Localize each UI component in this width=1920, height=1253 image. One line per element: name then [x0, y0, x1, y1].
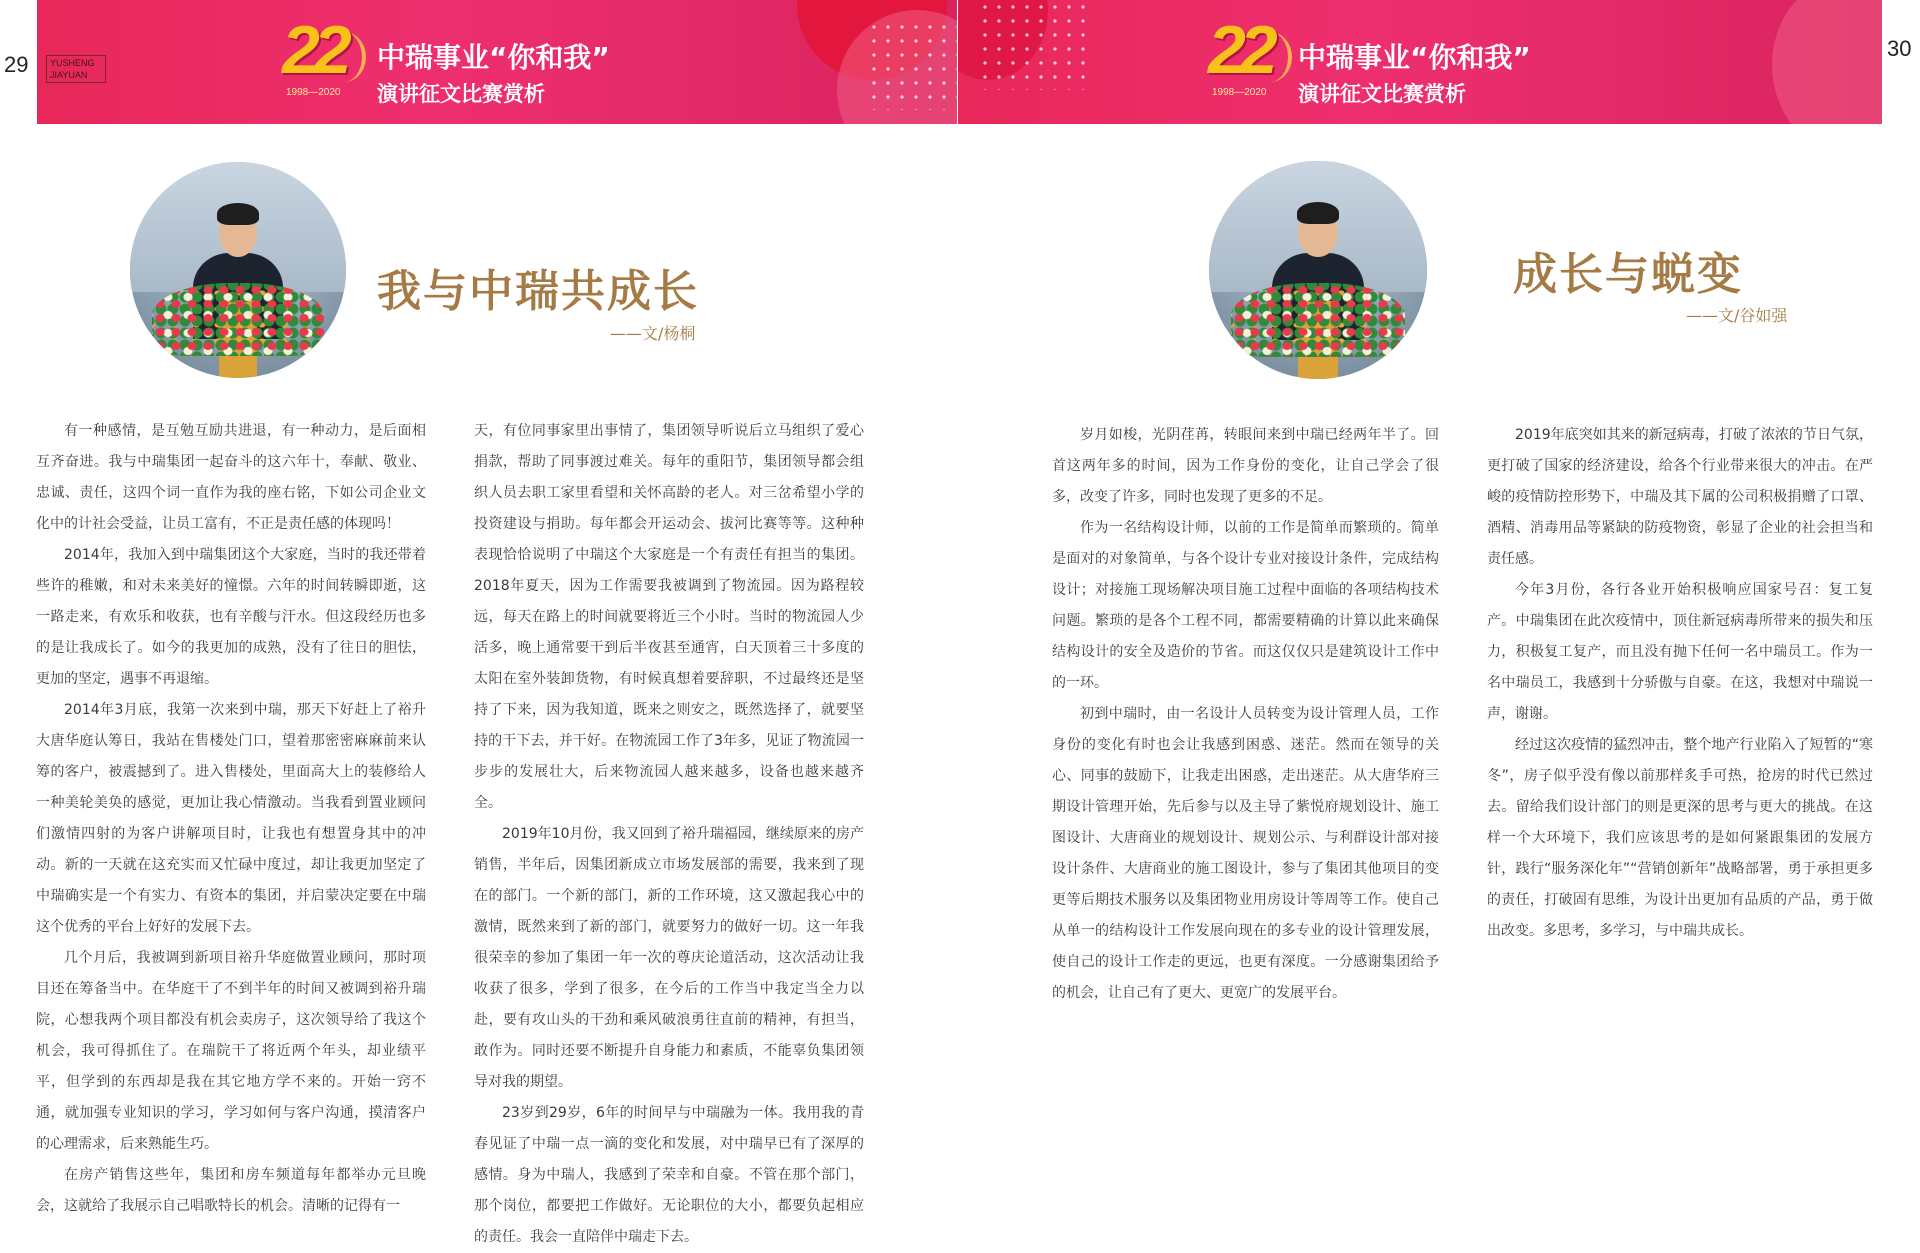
speaker-hair — [217, 203, 258, 225]
speaker-hair — [1297, 202, 1338, 224]
banner-dot-pattern — [978, 0, 1088, 90]
paragraph: 2014年，我加入到中瑞集团这个大家庭，当时的我还带着些许的稚嫩，和对未来美好的憧憬。六年的时间转瞬即逝，这一路走来，有欢乐和收获，也有辛酸与汗水。但这段经历也多的是让我成长了。如今的我更加的成熟，没有了往日的胆怯，更加的坚定，遇事不再退缩。 — [36, 547, 426, 687]
paragraph: 几个月后，我被调到新项目裕升华庭做置业顾问，那时项目还在筹备当中。在华庭干了不到半年的时间又被调到裕升瑞院，心想我两个项目都没有机会卖房子，这次领导给了我这个机会，我可得抓住了。在瑞院干了将近两个年头，却业绩平平，但学到的东西却是我在其它地方学不来的。开始一窍不通，就加强专业知识的学习，学习如何与客户沟通，摸清客户的心理需求，后来熟能生巧。 — [36, 950, 426, 1152]
logo-years: 1998—2020 — [286, 87, 341, 98]
right-article-column-1 — [1052, 420, 1439, 1009]
logo-number: 22 — [282, 12, 346, 88]
paragraph: 天，有位同事家里出事情了，集团领导听说后立马组织了爱心捐款，帮助了同事渡过难关。每年的重阳节，集团领导都会组织人员去职工家里看望和关怀高龄的老人。对三岔希望小学的投资建设与捐助。每年都会开运动会、拔河比赛等等。这种种表现恰恰说明了中瑞这个大家庭是一个有责任有担当的集团。2018年夏天，因为工作需要我被调到了物流园。因为路程较远，每天在路上的时间就要将近三个小时。当时的物流园人少活多，晚上通常要干到后半夜甚至通宵，白天顶着三十多度的太阳在室外装卸货物，有时候真想着要辞职，不过最终还是坚持了下来，因为我知道，既来之则安之，既然选择了，就要坚持的干下去，并干好。在物流园工作了3年多，见证了物流园一步步的发展壮大，后来物流园人越来越多，设备也越来越齐全。 — [474, 423, 864, 811]
banner-dot-pattern — [867, 20, 957, 110]
header-banner-right — [958, 0, 1882, 124]
paragraph: 岁月如梭，光阴荏苒，转眼间来到中瑞已经两年半了。回首这两年多的时间，因为工作身份的变化，让自己学会了很多，改变了许多，同时也发现了更多的不足。 — [1052, 427, 1439, 505]
logo-years: 1998—2020 — [1212, 87, 1267, 98]
paragraph: 2019年10月份，我又回到了裕升瑞福园，继续原来的房产销售，半年后，因集团新成立市场发展部的需要，我来到了现在的部门。一个新的部门，新的工作环境，这又激起我心中的激情，既然来到了新的部门，就要努力的做好一切。这一年我很荣幸的参加了集团一年一次的尊庆论道活动，这次活动让我收获了很多，学到了很多，在今后的工作当中我定当全力以赴，要有攻山头的干劲和乘风破浪勇往直前的精神，有担当，敢作为。同时还要不断提升自身能力和素质，不能辜负集团领导对我的期望。 — [474, 826, 864, 1090]
paragraph: 有一种感情，是互勉互励共进退，有一种动力，是后面相互齐奋进。我与中瑞集团一起奋斗的这六年十，奉献、敬业、忠诚、责任，这四个词一直作为我的座右铭，下如公司企业文化中的计社会受益，让员工富有，不正是责任感的体现吗！ — [36, 423, 426, 532]
paragraph: 2014年3月底，我第一次来到中瑞，那天下好赶上了裕升大唐华庭认筹日，我站在售楼处门口，望着那密密麻麻前来认筹的客户，被震撼到了。进入售楼处，里面高大上的装修给人一种美轮美奂的感觉，更加让我心情激动。当我看到置业顾问们激情四射的为客户讲解项目时，让我也有想置身其中的冲动。新的一天就在这充实而又忙碌中度过，却让我更加坚定了中瑞确实是一个有实力、有资本的集团，并启蒙决定要在中瑞这个优秀的平台上好好的发展下去。 — [36, 702, 426, 935]
paragraph: 作为一名结构设计师，以前的工作是简单而繁琐的。简单是面对的对象简单，与各个设计专业对接设计条件，完成结构设计；对接施工现场解决项目施工过程中面临的各项结构技术问题。繁琐的是各个工程不同，都需要精确的计算以此来确保结构设计的安全及造价的节省。而这仅仅只是建筑设计工作中的一环。 — [1052, 520, 1439, 691]
left-article-column-2 — [474, 416, 864, 1253]
paragraph: 23岁到29岁，6年的时间早与中瑞融为一体。我用我的青春见证了中瑞一点一滴的变化和发展，对中瑞早已有了深厚的感情。身为中瑞人，我感到了荣幸和自豪。不管在那个部门，那个岗位，都要把工作做好。无论职位的大小，都要负起相应的责任。我会一直陪伴中瑞走下去。 — [474, 1105, 864, 1245]
article-byline-right: ——文/谷如强 — [1686, 306, 1788, 325]
paragraph: 在房产销售这些年，集团和房车频道每年都举办元旦晚会，这就给了我展示自己唱歌特长的机会。清晰的记得有一 — [36, 1167, 426, 1214]
speaker-photo-right — [1209, 161, 1427, 379]
left-article-column-1 — [36, 416, 426, 1222]
page-number-right: 30 — [1887, 36, 1912, 61]
banner-subtitle: 演讲征文比赛赏析 — [377, 82, 545, 106]
banner-title: 中瑞事业“你和我” — [1298, 41, 1531, 74]
article-title-left: 我与中瑞共成长 — [377, 266, 699, 317]
brand-mark: YUSHENG JIAYUAN — [46, 55, 106, 83]
anniversary-logo — [1208, 12, 1300, 104]
anniversary-logo — [282, 12, 374, 104]
banner-decoration — [1772, 0, 1882, 124]
page-number-left: 29 — [4, 52, 29, 77]
article-title-right: 成长与蜕变 — [1513, 249, 1743, 300]
paragraph: 初到中瑞时，由一名设计人员转变为设计管理人员，工作身份的变化有时也会让我感到困惑、迷茫。然而在领导的关心、同事的鼓励下，让我走出困惑，走出迷茫。从大唐华府三期设计管理开始，先后参与以及主导了紫悦府规划设计、施工图设计、大唐商业的规划设计、规划公示、与利群设计部对接设计条件、大唐商业的施工图设计，参与了集团其他项目的变更等后期技术服务以及集团物业用房设计等周等工作。使自己从单一的结构设计工作发展向现在的多专业的设计管理发展，使自己的设计工作走的更远，也更有深度。一分感谢集团给予的机会，让自己有了更大、更宽广的发展平台。 — [1052, 706, 1439, 1001]
speaker-photo-left — [130, 162, 346, 378]
logo-number: 22 — [1208, 12, 1272, 88]
flower-arrangement — [1231, 283, 1405, 357]
banner-title: 中瑞事业“你和我” — [377, 41, 610, 74]
paragraph: 2019年底突如其来的新冠病毒，打破了浓浓的节日气氛，更打破了国家的经济建设，给各个行业带来很大的冲击。在严峻的疫情防控形势下，中瑞及其下属的公司积极捐赠了口罩、酒精、消毒用品等紧缺的防疫物资，彰显了企业的社会担当和责任感。 — [1487, 427, 1873, 567]
banner-subtitle: 演讲征文比赛赏析 — [1298, 82, 1466, 106]
header-banner-left — [37, 0, 957, 124]
article-byline-left: ——文/杨桐 — [610, 324, 696, 343]
right-article-column-2 — [1487, 420, 1873, 947]
paragraph: 今年3月份，各行各业开始积极响应国家号召：复工复产。中瑞集团在此次疫情中，顶住新冠病毒所带来的损失和压力，积极复工复产，而且没有抛下任何一名中瑞员工。作为一名中瑞员工，我感到十分骄傲与自豪。在这，我想对中瑞说一声，谢谢。 — [1487, 582, 1873, 722]
paragraph: 经过这次疫情的猛烈冲击，整个地产行业陷入了短暂的“寒冬”，房子似乎没有像以前那样炙手可热，抢房的时代已然过去。留给我们设计部门的则是更深的思考与更大的挑战。在这样一个大环境下，我们应该思考的是如何紧跟集团的发展方针，践行“服务深化年”“营销创新年”战略部署，勇于承担更多的责任，打破固有思维，为设计出更加有品质的产品，勇于做出改变。多思考，多学习，与中瑞共成长。 — [1487, 737, 1873, 939]
flower-arrangement — [152, 283, 325, 356]
